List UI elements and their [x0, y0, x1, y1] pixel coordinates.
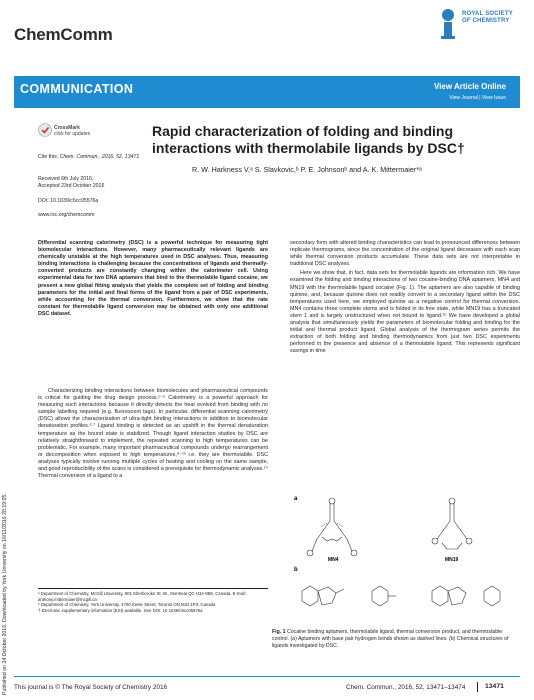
- view-journal-issue-links[interactable]: View Journal | View Issue: [449, 95, 506, 101]
- panel-b-label: b: [294, 567, 298, 573]
- rsc-crest-icon: [438, 7, 458, 41]
- cite-label: Cite this:: [38, 154, 59, 160]
- crossmark-badge[interactable]: [38, 123, 98, 139]
- right-body-column: [290, 240, 520, 356]
- view-article-online-link[interactable]: View Article Online: [433, 82, 506, 91]
- rsc-logo-line1: ROYAL SOCIETY: [462, 11, 513, 17]
- sidebar-text: Published on 24 October 2016. Downloaded by York University on 16/11/2016 20:19:05.: [2, 493, 8, 695]
- body-paragraph: secondary form with altered binding characteristics can lead to pronounced differences between replicate thermograms, since the concentration of the original ligand decreases with each scan while thermal conversion products accumulate. These data sets are not interpretable in traditional DSC analyses.: [290, 240, 520, 268]
- cite-text: Chem. Commun., 2016, 52, 13471: [59, 154, 140, 160]
- body-paragraph: Characterizing binding interactions between biomolecules and pharmaceutical compounds is critical for guiding the drug design process.¹⁻⁵ Calorimetry is a powerful approach for measuring such interactions because it directly detects the heat evolved from binding with no sample labelling required (e.g. fluorescent tags). In particular, differential scanning calorimetry (DSC) allows the characterization of ultra-tight binding interactions in addition to biomolecular denaturation profiles.⁶·⁷ Ligand binding is detected as an upshift in the thermal denaturation temperature as the bound state is stabilized. Though ligand interaction studies by DSC are relatively straightforward to implement, the repeated scanning to high temperatures can be problematic. For example, many important pharmaceutical compounds undergo rearrangement or decomposition when exposed to high temperatures,⁸⁻¹³ i.e. they are thermolabile. DSC analyses typically involve running multiple cycles of heating and cooling on the same sample, and good reproducibility of the scans is considered a prerequisite for thermodynamic analyses.¹⁴ Thermal conversion of a ligand to a: [38, 388, 268, 480]
- author-list: R. W. Harkness V,ᵃ S. Slavkovic,ᵇ P. E. Johnsonᵇ and A. K. Mittermaier*ᵃ: [192, 165, 422, 174]
- rsc-logo-line2: OF CHEMISTRY: [462, 18, 510, 24]
- publisher-logo: [438, 5, 528, 49]
- figure-caption: [272, 629, 520, 650]
- journal-citation: Chem. Commun., 2016, 52, 13471–13474: [346, 684, 466, 691]
- journal-name: ChemComm: [14, 25, 113, 44]
- body-paragraph: Here we show that, in fact, data sets for thermolabile ligands are information rich. We have examined the folding and binding interactions of two cocaine-binding DNA aptamers, MN4 and MN19 with the thermolabile ligand cocaine (Fig. 1). The aptamers are also capable of binding quinine, and, because quinine does not readily convert to a secondary ligand within the DSC temperatures used here, we employed quinine as a negative control for thermal conversion. MN4 contains three complete stems and is folded in its free state, while MN19 has a truncated stem 1 and is largely unstructured when not bound to ligand.¹⁵ We have developed a global analysis that simultaneously yields the parameters of biomolecular folding and binding for the initial and thermal product ligand. Global analysis of the thermogram series permits the extraction of both folding and binding thermodynamics from just two DSC experiments performed in the presence and absence of a thermolabile ligand. This represents significant savings in time: [290, 270, 520, 355]
- footer-separator: [477, 682, 478, 692]
- rsc-logo-text: [462, 11, 513, 25]
- received-date: Received 6th July 2016,: [38, 176, 94, 182]
- mn19-aptamer-structure: [432, 498, 472, 549]
- mn19-label: MN19: [445, 557, 459, 563]
- footnote-affiliation-b: ᵇ Department of Chemistry, York University, 4700 Keele Street, Toronto ON M3J 1P3, Canada: [38, 602, 216, 608]
- footnote-esi: † Electronic supplementary information (ESI) available. See DOI: 10.1039/c6cc05576a: [38, 607, 203, 613]
- section-title: COMMUNICATION: [20, 82, 134, 96]
- chemical-structures: [302, 586, 500, 606]
- mn4-aptamer-structure: [307, 498, 357, 556]
- caption-label: Fig. 1: [272, 629, 286, 635]
- mn4-label: MN4: [328, 557, 339, 563]
- footer-divider: [14, 676, 520, 677]
- page-number: 13471: [485, 683, 504, 690]
- panel-a-label: a: [294, 496, 298, 502]
- copyright-notice: This journal is © The Royal Society of Chemistry 2016: [14, 684, 168, 691]
- crossmark-icon: [38, 123, 52, 137]
- footnote-divider: [38, 588, 268, 589]
- section-banner: [14, 76, 520, 108]
- crossmark-sub: click for updates: [54, 131, 91, 137]
- footnote-affiliation-a: ᵃ Department of Chemistry, McGill University, 801 Sherbrooke St. W., Montreal QC H3A 0B8, Canada. E-mail: anthony.mittermaier@mcgill.ca: [38, 591, 247, 602]
- figure-1: [272, 491, 520, 625]
- crossmark-title: CrossMark: [54, 125, 80, 131]
- publication-sidebar: [2, 305, 12, 695]
- footnotes: [38, 591, 268, 613]
- article-title: Rapid characterization of folding and binding interactions with thermolabile ligands by DSC†: [152, 123, 465, 156]
- doi[interactable]: DOI: 10.1039/c6cc05576a: [38, 198, 99, 204]
- citation: [38, 154, 148, 161]
- caption-text: Cocaine binding aptamers, thermolabile ligand, thermal conversion product, and thermostable control. (a) Aptamers with base pair hydrogen bonds shown as dashed lines. (b) Chemical structures of ligands investigated by DSC.: [272, 629, 509, 649]
- crossmark-label: [54, 125, 90, 137]
- accepted-date: Accepted 23rd October 2016: [38, 183, 105, 189]
- left-body-column: [38, 388, 268, 480]
- figure-drawing: [272, 491, 520, 625]
- journal-url[interactable]: www.rsc.org/chemcomm: [38, 212, 95, 218]
- abstract: Differential scanning calorimetry (DSC) is a powerful technique for measuring tight biomolecular interactions. However, many pharmaceutically relevant ligands are chemically unstable at the high temperatures used in DSC analyses. Thus, measuring binding interactions is challenging because the concentrations of ligands and thermally-converted products are constantly changing within the calorimeter cell. Using experimental data for two DNA aptamers that bind to the thermolabile ligand cocaine, we present a new global fitting analysis that yields the complete set of folding and binding parameters for the initial and final forms of the ligand from a pair of DSC experiments, while accounting for the thermal conversion. Furthermore, we show that the rate constant for thermolabile ligand conversion may be obtained with only one additional DSC dataset.: [38, 240, 268, 317]
